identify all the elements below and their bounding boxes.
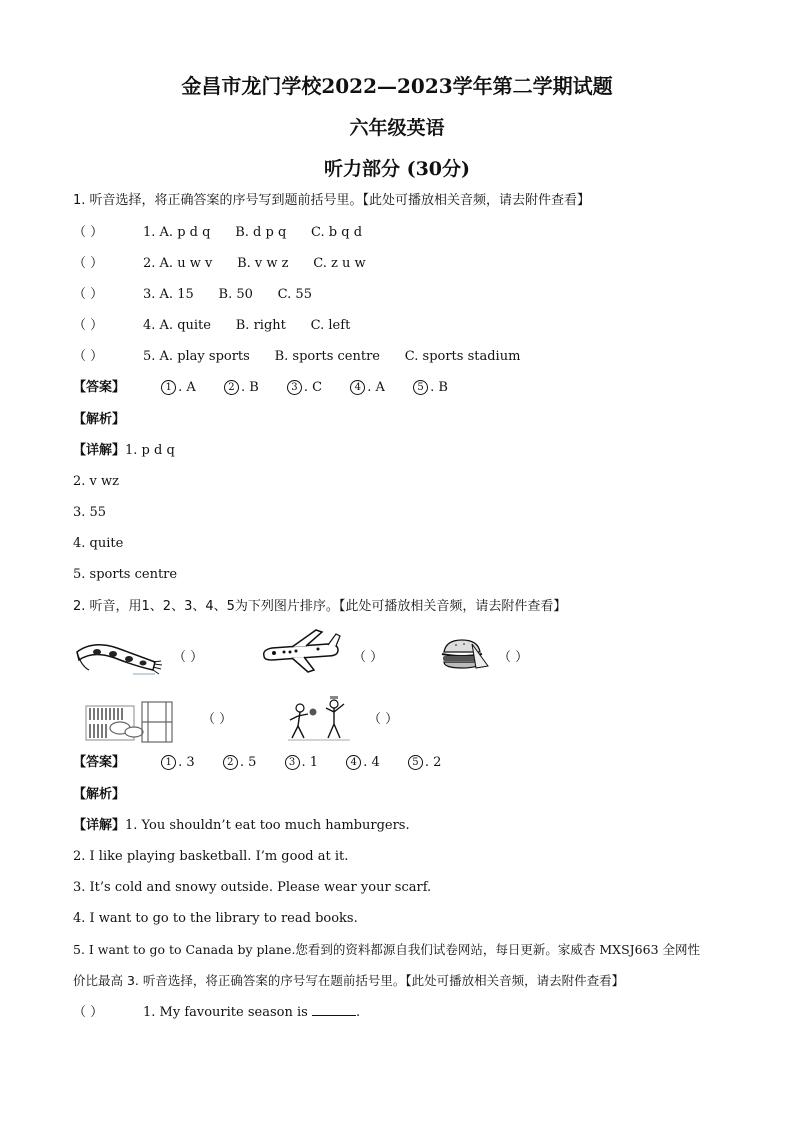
- picture-paren-1[interactable]: （ ）: [173, 650, 204, 665]
- answer-3: 3 . C: [287, 379, 322, 397]
- answer-1: 1 . A: [161, 379, 196, 397]
- answer-label: 【答案】: [73, 755, 126, 770]
- detail-line-4: 4. I want to go to the library to read books.: [73, 911, 358, 926]
- analysis-label: 【解析】: [73, 412, 126, 427]
- q2-prompt: 2. 听音，用1、2、3、4、5为下列图片排序。【此处可播放相关音频，请去附件查看】: [73, 599, 567, 614]
- detail-line-3: 3. 55: [73, 505, 107, 520]
- q1-item-1: [73, 224, 362, 242]
- q1-prompt: 1. 听音选择，将正确答案的序号写到题前括号里。【此处可播放相关音频，请去附件查看】: [73, 193, 591, 208]
- detail-line-3: 3. It’s cold and snowy outside. Please wear your scarf.: [73, 880, 432, 895]
- answer-paren[interactable]: （ ）: [73, 318, 104, 333]
- answer-5: 5 . 2: [408, 754, 442, 772]
- answer-3: 3 . 1: [285, 754, 319, 772]
- answer-4: 4 . A: [350, 379, 385, 397]
- detail-line-4: 4. quite: [73, 536, 124, 551]
- q2-answer-row: [73, 754, 465, 772]
- detail-line-5: 5. I want to go to Canada by plane.您看到的资料都源自我们试卷网站，每日更新。家威杏 MXSJ663 全网性: [73, 942, 700, 957]
- answer-4: 4 . 4: [346, 754, 380, 772]
- detail-line-6: 价比最高 3. 听音选择，将正确答案的序号写在题前括号里。【此处可播放相关音频，请去附件查看】: [73, 973, 625, 988]
- analysis-label: 【解析】: [73, 787, 126, 802]
- answer-paren[interactable]: （ ）: [73, 256, 104, 271]
- exam-title: 金昌市龙门学校2022—2023学年第二学期试题: [181, 74, 613, 98]
- library-picture: [84, 698, 176, 746]
- answer-paren[interactable]: （ ）: [73, 349, 104, 364]
- answer-paren[interactable]: （ ）: [73, 287, 104, 302]
- q3-item-1: （ ） 1. My favourite season is .: [73, 1005, 361, 1020]
- picture-paren-5[interactable]: （ ）: [368, 712, 399, 727]
- answer-2: 2 . 5: [223, 754, 257, 772]
- detail-line-5: 5. sports centre: [73, 567, 178, 582]
- exam-subtitle: 六年级英语: [349, 117, 445, 139]
- q1-item-3: [73, 286, 312, 304]
- q1-item-text: 5. A. play sports B. sports centre C. sports stadium: [143, 349, 521, 364]
- fill-blank[interactable]: [312, 1003, 356, 1016]
- hamburger-picture: [436, 636, 492, 672]
- q1-item-text: 2. A. u w v B. v w z C. z u w: [143, 256, 366, 271]
- picture-paren-4[interactable]: （ ）: [202, 712, 233, 727]
- q1-item-text: 3. A. 15 B. 50 C. 55: [143, 287, 312, 302]
- detail-line-1: 【详解】1. p d q: [73, 443, 175, 458]
- airplane-picture: [258, 626, 342, 676]
- q1-answer-row: [73, 379, 472, 397]
- basketball-picture: [286, 694, 352, 746]
- answer-paren[interactable]: （ ）: [73, 225, 104, 240]
- detail-line-1: 【详解】1. You shouldn’t eat too much hamburgers.: [73, 818, 410, 833]
- q1-item-5: [73, 348, 520, 366]
- detail-line-2: 2. v wz: [73, 474, 119, 489]
- q1-item-text: 4. A. quite B. right C. left: [143, 318, 351, 333]
- answer-label: 【答案】: [73, 380, 126, 395]
- q1-item-text: 1. A. p d q B. d p q C. b q d: [143, 225, 363, 240]
- answer-paren[interactable]: （ ）: [73, 1005, 104, 1020]
- q3-item-text: 1. My favourite season is: [143, 1005, 312, 1020]
- scarf-picture: [73, 630, 163, 678]
- answer-2: 2 . B: [224, 379, 259, 397]
- section-title: 听力部分 (30分): [323, 158, 471, 180]
- detail-line-2: 2. I like playing basketball. I’m good at it.: [73, 849, 349, 864]
- picture-paren-2[interactable]: （ ）: [353, 650, 384, 665]
- q1-item-4: [73, 317, 350, 335]
- q1-item-2: [73, 255, 366, 273]
- answer-1: 1 . 3: [161, 754, 195, 772]
- picture-paren-3[interactable]: （ ）: [498, 650, 529, 665]
- answer-5: 5 . B: [413, 379, 448, 397]
